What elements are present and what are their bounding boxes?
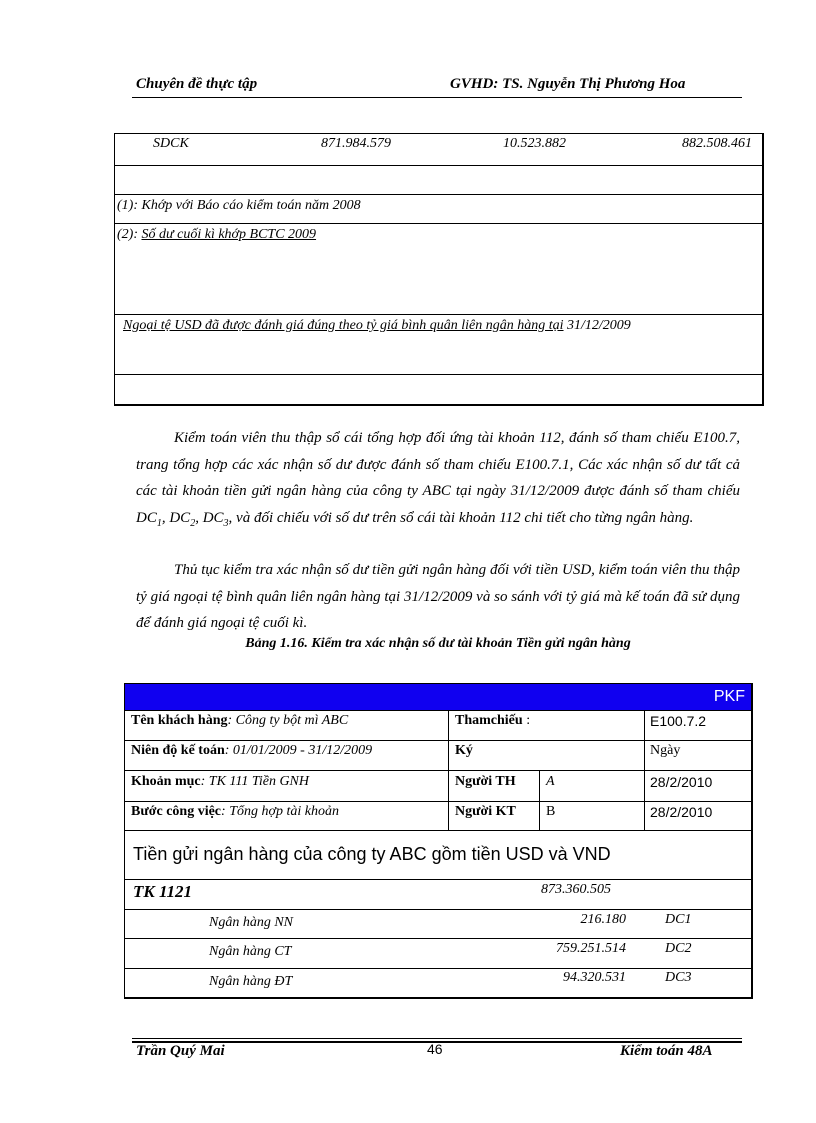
empty-row [115, 166, 762, 195]
date-label: Ngày [650, 743, 681, 758]
note-3-row [115, 315, 762, 375]
page-number: 46 [427, 1041, 443, 1057]
preparer-value: A [546, 774, 555, 789]
header-supervisor: GVHD: TS. Nguyễn Thị Phương Hoa [450, 76, 686, 92]
bank-name: Ngân hàng NN [209, 915, 294, 930]
sdck-value-3: 882.508.461 [682, 136, 752, 151]
bank-ref: DC1 [665, 912, 692, 927]
work-step-field: Bước công việc: Tổng hợp tài khoản [131, 804, 339, 819]
divider [125, 710, 751, 711]
account-item-field: Khoản mục: TK 111 Tiền GNH [131, 774, 310, 789]
paragraph-1: Kiểm toán viên thu thập sổ cái tổng hợp đối ứng tài khoản 112, đánh số tham chiếu E100.7, trang tổng hợp các xác nhận số dư được đánh số tham chiếu E100.7.1, Các xác nhận số dư tất cả các tài khoản tiền gửi ngân hàng của công ty ABC tại ngày 31/12/2009 được đánh số tham chiếu $DC_1$, $DC_2$, $DC_3$, và đối chiếu với số dư trên sổ cái tài khoản 112 chi tiết cho từng ngân hàng. [136, 430, 740, 529]
divider [539, 770, 540, 830]
reviewer-label: Người KT [455, 804, 516, 819]
sdck-row [115, 134, 762, 166]
fiscal-period-field: Niên độ kế toán: 01/01/2009 - 31/12/2009 [131, 743, 373, 758]
bank-amount: 216.180 [580, 912, 626, 927]
divider [125, 770, 751, 771]
balance-notes-box [114, 133, 764, 406]
note-1-row [115, 195, 762, 224]
header-title: Chuyên đề thực tập [136, 76, 258, 92]
note-2: (2): Số dư cuối kì khớp BCTC 2009 [117, 227, 317, 242]
bank-amount: 759.251.514 [556, 941, 626, 956]
note-3: Ngoại tệ USD đã được đánh giá đúng theo tỷ giá bình quân liên ngân hàng tại 31/12/2009 [123, 318, 631, 333]
client-field: Tên khách hàng: Công ty bột mì ABC [131, 713, 349, 728]
reviewer-value: B [546, 804, 556, 819]
footer-author: Trần Quý Mai [136, 1043, 225, 1059]
footer-class: Kiểm toán 48A [620, 1043, 713, 1059]
account-total: 873.360.505 [541, 882, 611, 897]
table-caption: Bảng 1.16. Kiểm tra xác nhận số dư tài khoản Tiền gửi ngân hàng [245, 636, 631, 651]
divider [125, 740, 751, 741]
bank-amount: 94.320.531 [563, 970, 626, 985]
divider [125, 909, 751, 910]
divider [125, 830, 751, 831]
sdck-label: SDCK [153, 136, 189, 151]
sdck-value-2: 10.523.882 [503, 136, 566, 151]
note-2-row [115, 224, 762, 315]
divider [125, 968, 751, 969]
divider [125, 879, 751, 880]
bank-name: Ngân hàng CT [209, 944, 292, 959]
empty-row-bottom [115, 375, 762, 402]
reference-value: E100.7.2 [650, 713, 707, 729]
bank-ref: DC3 [665, 970, 692, 985]
preparer-date: 28/2/2010 [650, 774, 713, 790]
note-1: (1): Khớp với Báo cáo kiểm toán năm 2008 [117, 198, 361, 213]
sdck-value-1: 871.984.579 [321, 136, 391, 151]
divider [448, 710, 449, 830]
reviewer-date: 28/2/2010 [650, 804, 713, 820]
footer-divider [132, 1038, 742, 1039]
divider [125, 801, 751, 802]
bank-name: Ngân hàng ĐT [209, 974, 293, 989]
divider [125, 938, 751, 939]
account-code: TK 1121 [133, 882, 193, 901]
header-divider [132, 97, 742, 98]
section-title: Tiền gửi ngân hàng của công ty ABC gồm tiền USD và VND [133, 844, 611, 864]
divider [644, 710, 645, 830]
pkf-brand-bar: PKF [125, 684, 751, 710]
reference-label: Thamchiếu : [455, 713, 531, 728]
paragraph-2: Thủ tục kiểm tra xác nhận số dư tiền gửi ngân hàng đối với tiền USD, kiểm toán viên thu thập tỷ giá ngoại tệ bình quân liên ngân hàng tại 31/12/2009 và so sánh với tỷ giá mà kế toán đã sử dụng để đánh giá ngoại tệ cuối kì. [136, 562, 740, 631]
bank-ref: DC2 [665, 941, 692, 956]
signature-label: Ký [455, 743, 473, 758]
preparer-label: Người TH [455, 774, 516, 789]
bank-confirmation-table [124, 683, 753, 999]
